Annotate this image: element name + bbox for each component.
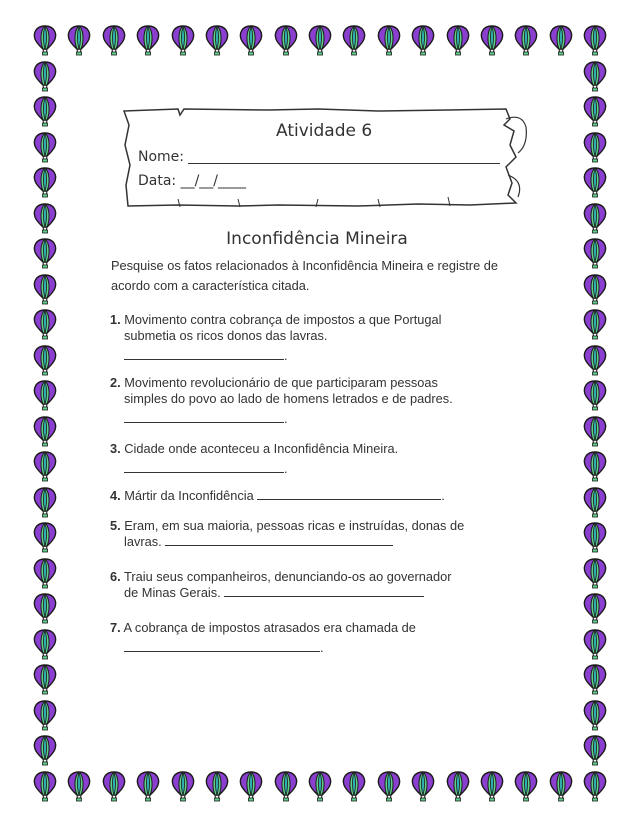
hot-air-balloon-icon [101, 24, 127, 56]
question-number: 3. [110, 441, 121, 456]
question-5 [110, 518, 520, 550]
hot-air-balloon-icon [513, 24, 539, 56]
hot-air-balloon-icon [32, 486, 58, 518]
hot-air-balloon-icon [479, 24, 505, 56]
question-7 [110, 620, 520, 656]
answer-end-mark: . [284, 348, 288, 363]
hot-air-balloon-icon [32, 663, 58, 695]
question-text-line-with-answer [110, 585, 520, 601]
hot-air-balloon-icon [66, 24, 92, 56]
hot-air-balloon-icon [582, 415, 608, 447]
hot-air-balloon-icon [307, 770, 333, 802]
question-number: 1. [110, 312, 121, 327]
hot-air-balloon-icon [582, 95, 608, 127]
question-1 [110, 312, 520, 364]
answer-line [110, 640, 520, 656]
hot-air-balloon-icon [548, 770, 574, 802]
hot-air-balloon-icon [582, 663, 608, 695]
hot-air-balloon-icon [582, 60, 608, 92]
hot-air-balloon-icon [170, 770, 196, 802]
hot-air-balloon-icon [32, 450, 58, 482]
question-text-line-with-answer [110, 534, 520, 550]
hot-air-balloon-icon [273, 770, 299, 802]
name-field-line [188, 163, 500, 164]
hot-air-balloon-icon [410, 24, 436, 56]
hot-air-balloon-icon [341, 770, 367, 802]
hot-air-balloon-icon [410, 770, 436, 802]
hot-air-balloon-icon [582, 273, 608, 305]
hot-air-balloon-icon [32, 60, 58, 92]
hot-air-balloon-icon [513, 770, 539, 802]
hot-air-balloon-icon [66, 770, 92, 802]
subject-text: Inconfidência Mineira [226, 229, 408, 249]
hot-air-balloon-icon [582, 557, 608, 589]
hot-air-balloon-icon [135, 24, 161, 56]
question-text-line: submetia os ricos donos das lavras. [124, 328, 328, 343]
question-6 [110, 569, 520, 601]
question-text-line: Eram, em sua maioria, pessoas ricas e instruídas, donas de [124, 518, 465, 533]
hot-air-balloon-icon [548, 24, 574, 56]
question-4 [110, 488, 520, 504]
question-text-line: A cobrança de impostos atrasados era chamada de [123, 620, 416, 635]
hot-air-balloon-icon [101, 770, 127, 802]
hot-air-balloon-icon [238, 24, 264, 56]
question-number: 7. [110, 620, 121, 635]
hot-air-balloon-icon [204, 770, 230, 802]
hot-air-balloon-icon [170, 24, 196, 56]
answer-end-mark: . [284, 411, 288, 426]
hot-air-balloon-icon [582, 166, 608, 198]
question-text-line: Mártir da Inconfidência [124, 488, 254, 503]
hot-air-balloon-icon [582, 628, 608, 660]
hot-air-balloon-icon [582, 699, 608, 731]
hot-air-balloon-icon [135, 770, 161, 802]
subject-heading [0, 229, 638, 249]
hot-air-balloon-icon [273, 24, 299, 56]
hot-air-balloon-icon [582, 24, 608, 56]
hot-air-balloon-icon [32, 344, 58, 376]
hot-air-balloon-icon [376, 24, 402, 56]
hot-air-balloon-icon [582, 379, 608, 411]
hot-air-balloon-icon [32, 770, 58, 802]
question-text-line: de Minas Gerais. [124, 585, 221, 600]
question-number: 2. [110, 375, 121, 390]
hot-air-balloon-icon [32, 95, 58, 127]
answer-end-mark: . [284, 461, 288, 476]
hot-air-balloon-icon [582, 521, 608, 553]
hot-air-balloon-icon [479, 770, 505, 802]
answer-line [224, 586, 424, 597]
hot-air-balloon-icon [582, 450, 608, 482]
question-text-line: Movimento contra cobrança de impostos a que Portugal [124, 312, 442, 327]
question-number: 4. [110, 488, 121, 503]
answer-line [165, 535, 393, 546]
answer-line [110, 348, 520, 364]
hot-air-balloon-icon [582, 486, 608, 518]
hot-air-balloon-icon [582, 770, 608, 802]
hot-air-balloon-icon [445, 24, 471, 56]
hot-air-balloon-icon [445, 770, 471, 802]
name-label: Nome: [138, 149, 185, 165]
worksheet-header [118, 105, 528, 215]
hot-air-balloon-icon [376, 770, 402, 802]
instructions-text: Pesquise os fatos relacionados à Inconfidência Mineira e registre de acordo com a característica citada. [111, 258, 498, 293]
worksheet-title: Atividade 6 [276, 121, 373, 141]
question-number: 5. [110, 518, 121, 533]
hot-air-balloon-icon [32, 557, 58, 589]
hot-air-balloon-icon [32, 24, 58, 56]
hot-air-balloon-icon [32, 521, 58, 553]
hot-air-balloon-icon [582, 308, 608, 340]
hot-air-balloon-icon [32, 308, 58, 340]
question-2 [110, 375, 520, 427]
answer-end-mark: . [320, 640, 324, 655]
answer-line [110, 411, 520, 427]
answer-end-mark: . [441, 488, 445, 503]
question-number: 6. [110, 569, 121, 584]
hot-air-balloon-icon [582, 734, 608, 766]
hot-air-balloon-icon [32, 415, 58, 447]
question-text-line: simples do povo ao lado de homens letrados e de padres. [124, 391, 453, 406]
hot-air-balloon-icon [32, 592, 58, 624]
hot-air-balloon-icon [582, 131, 608, 163]
question-text-line: Traiu seus companheiros, denunciando-os ao governador [124, 569, 452, 584]
hot-air-balloon-icon [238, 770, 264, 802]
hot-air-balloon-icon [32, 166, 58, 198]
answer-line [257, 489, 441, 500]
hot-air-balloon-icon [32, 699, 58, 731]
question-3 [110, 441, 520, 477]
hot-air-balloon-icon [32, 628, 58, 660]
hot-air-balloon-icon [32, 379, 58, 411]
question-text-line: Cidade onde aconteceu a Inconfidência Mineira. [124, 441, 399, 456]
question-text-line: Movimento revolucionário de que participaram pessoas [124, 375, 438, 390]
question-text-line: lavras. [124, 534, 162, 549]
hot-air-balloon-icon [32, 131, 58, 163]
answer-line [110, 461, 520, 477]
hot-air-balloon-icon [307, 24, 333, 56]
hot-air-balloon-icon [582, 592, 608, 624]
hot-air-balloon-icon [582, 344, 608, 376]
hot-air-balloon-icon [32, 734, 58, 766]
hot-air-balloon-icon [32, 273, 58, 305]
date-label: Data: __/__/____ [138, 173, 247, 189]
hot-air-balloon-icon [204, 24, 230, 56]
hot-air-balloon-icon [341, 24, 367, 56]
